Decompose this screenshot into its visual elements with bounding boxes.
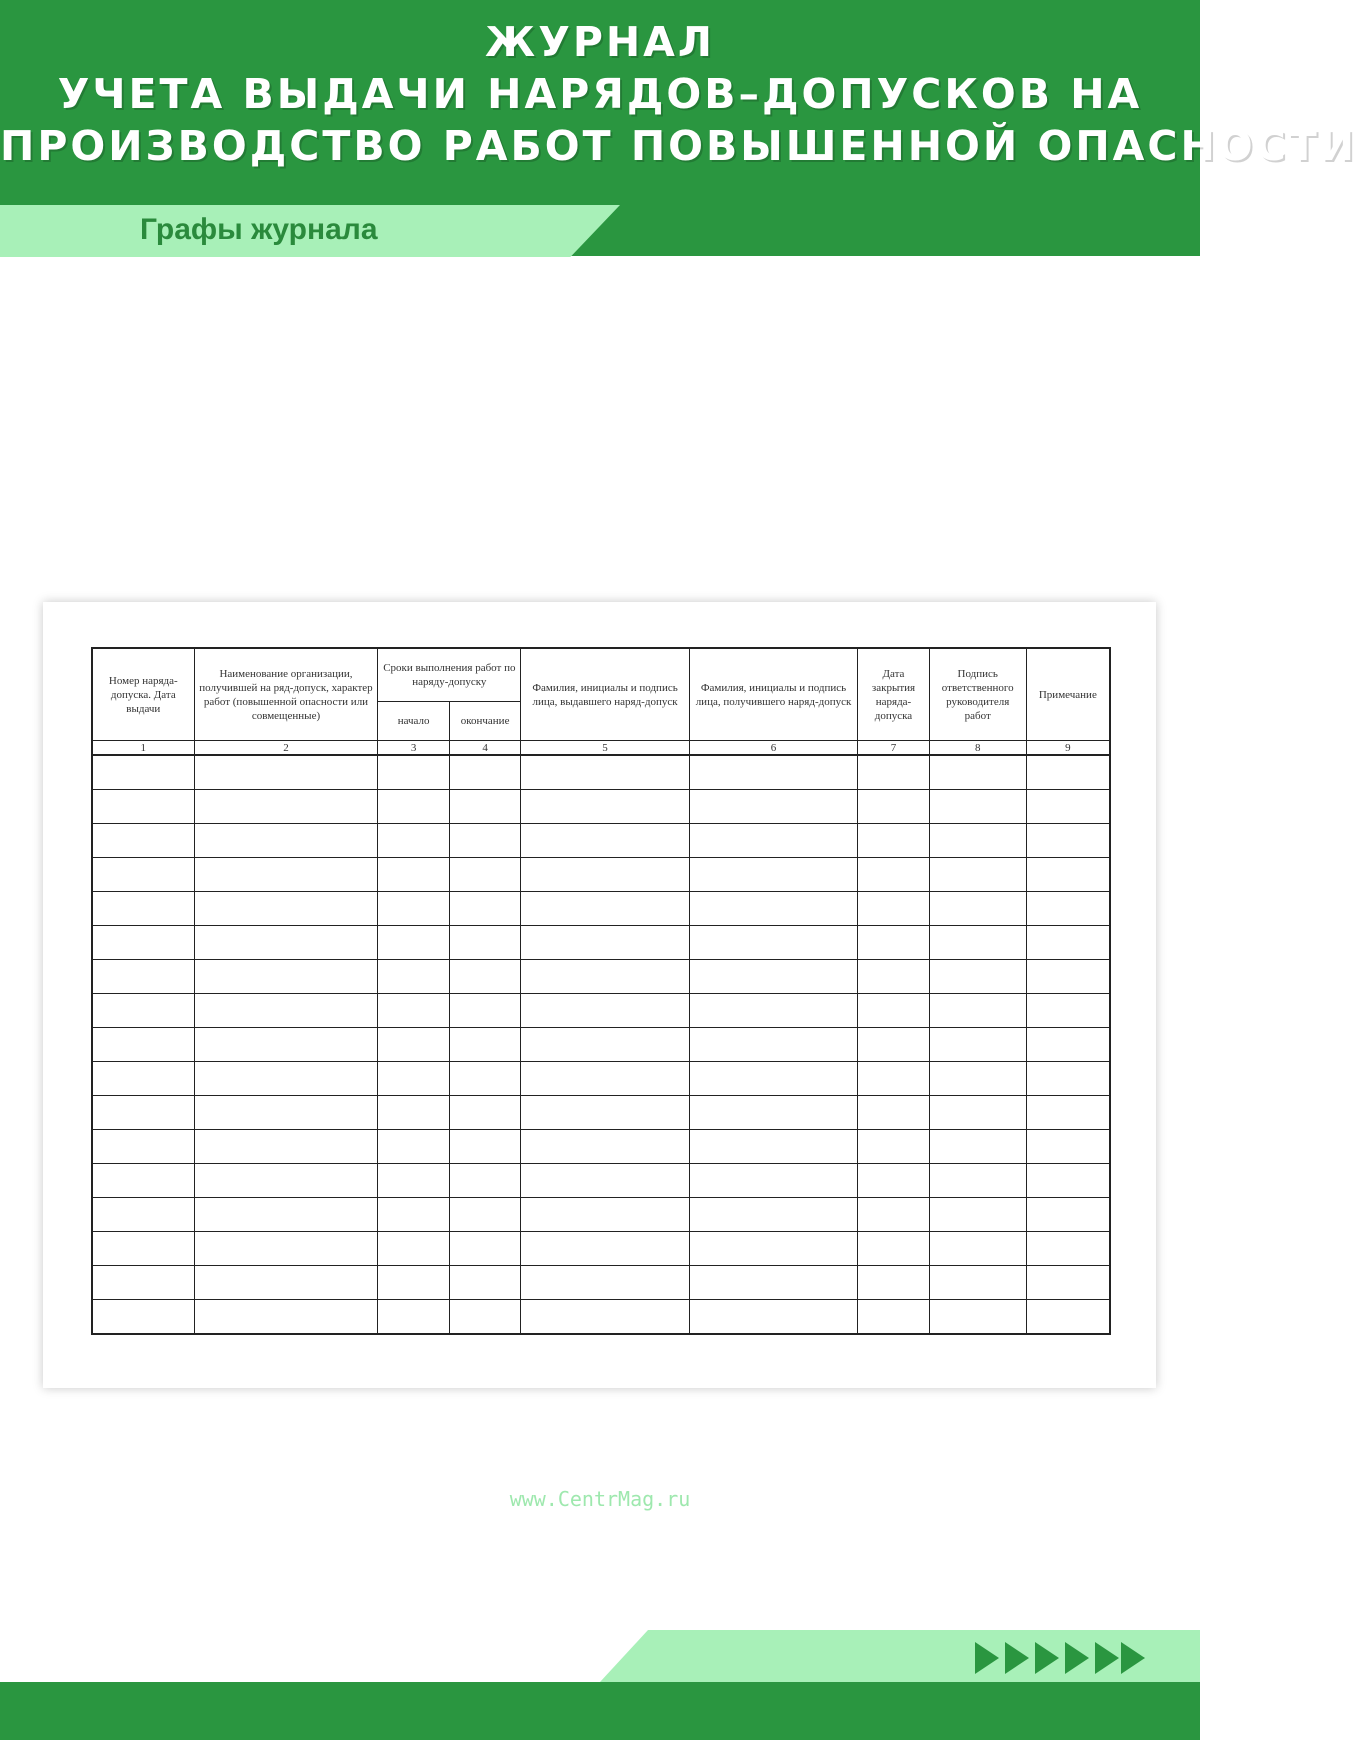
table-cell [92,926,194,960]
table-cell [92,1130,194,1164]
table-cell [92,1096,194,1130]
table-cell [194,1164,378,1198]
table-cell [92,994,194,1028]
table-cell [689,960,857,994]
table-cell [378,858,449,892]
table-cell [929,1300,1026,1335]
journal-table [91,647,1111,1335]
table-cell [689,1232,857,1266]
table-cell [521,790,689,824]
title-line-1: ЖУРНАЛ [485,18,715,66]
table-row [92,755,1110,790]
table-cell [521,755,689,790]
table-cell [858,755,929,790]
table-cell [378,1232,449,1266]
col-header-start: начало [378,702,449,741]
table-cell [929,994,1026,1028]
table-cell [194,858,378,892]
table-cell [929,1130,1026,1164]
table-cell [92,1232,194,1266]
table-cell [689,994,857,1028]
col-number-9: 9 [1026,741,1110,756]
table-cell [1026,1198,1110,1232]
table-cell [1026,892,1110,926]
table-cell [449,858,520,892]
col-header-end: окончание [449,702,520,741]
table-row [92,1130,1110,1164]
table-cell [1026,1130,1110,1164]
table-cell [194,1062,378,1096]
table-cell [689,1300,857,1335]
table-cell [378,1300,449,1335]
table-cell [689,1198,857,1232]
table-cell [521,960,689,994]
table-cell [92,960,194,994]
table-cell [689,926,857,960]
triple-play-arrows-icon [975,1640,1145,1676]
col-header-organization: Наименование организации, получившей на ряд-допуск, характер работ (повышенной опасности или совмещенные) [194,648,378,741]
table-cell [194,1266,378,1300]
table-cell [929,1062,1026,1096]
table-cell [929,1232,1026,1266]
table-cell [194,960,378,994]
table-cell [194,1096,378,1130]
table-cell [689,1164,857,1198]
table-cell [689,755,857,790]
table-cell [194,1300,378,1335]
table-cell [449,824,520,858]
table-cell [1026,1300,1110,1335]
table-cell [378,1096,449,1130]
title-line-3: ПРОИЗВОДСТВО РАБОТ ПОВЫШЕННОЙ ОПАСНОСТИ [0,122,1357,170]
table-cell [449,755,520,790]
table-cell [92,1028,194,1062]
table-cell [1026,755,1110,790]
table-cell [858,1130,929,1164]
table-cell [689,892,857,926]
table-cell [92,790,194,824]
title-line-2: УЧЕТА ВЫДАЧИ НАРЯДОВ–ДОПУСКОВ НА [57,70,1143,118]
table-cell [521,824,689,858]
table-cell [1026,1164,1110,1198]
table-cell [689,790,857,824]
table-cell [449,1232,520,1266]
table-cell [521,1232,689,1266]
col-number-3: 3 [378,741,449,756]
table-cell [378,1198,449,1232]
table-cell [378,1062,449,1096]
table-cell [1026,1062,1110,1096]
col-header-receiver: Фамилия, инициалы и подпись лица, получившего наряд-допуск [689,648,857,741]
table-cell [449,926,520,960]
table-row [92,824,1110,858]
table-cell [689,824,857,858]
col-header-note: Примечание [1026,648,1110,741]
table-cell [858,892,929,926]
table-cell [378,1028,449,1062]
table-cell [929,1028,1026,1062]
table-cell [521,926,689,960]
table-cell [1026,1266,1110,1300]
table-cell [689,1130,857,1164]
table-cell [194,994,378,1028]
table-cell [378,926,449,960]
table-row [92,926,1110,960]
table-cell [521,1130,689,1164]
table-row [92,790,1110,824]
table-row [92,994,1110,1028]
table-cell [689,1062,857,1096]
table-cell [929,960,1026,994]
table-cell [929,790,1026,824]
table-row [92,1164,1110,1198]
table-cell [449,1300,520,1335]
table-cell [92,755,194,790]
table-cell [858,1096,929,1130]
table-cell [521,892,689,926]
col-header-number-date: Номер наряда-допуска. Дата выдачи [92,648,194,741]
table-cell [449,1266,520,1300]
table-cell [689,1028,857,1062]
table-cell [1026,790,1110,824]
table-row [92,1028,1110,1062]
col-header-close-date: Дата закрытия наряда-допуска [858,648,929,741]
table-cell [449,1198,520,1232]
website-url[interactable]: www.CentrMag.ru [509,1487,691,1511]
table-cell [378,790,449,824]
table-cell [1026,994,1110,1028]
table-cell [194,790,378,824]
table-cell [1026,858,1110,892]
table-cell [378,755,449,790]
table-cell [1026,960,1110,994]
table-cell [929,1266,1026,1300]
table-cell [929,824,1026,858]
table-row [92,1198,1110,1232]
col-number-8: 8 [929,741,1026,756]
table-row [92,1300,1110,1335]
table-cell [449,1130,520,1164]
table-cell [449,960,520,994]
table-cell [1026,824,1110,858]
journal-title [0,16,1357,172]
table-cell [194,755,378,790]
table-cell [449,790,520,824]
table-cell [689,1266,857,1300]
journal-body [92,755,1110,1334]
table-cell [858,858,929,892]
table-cell [449,1096,520,1130]
table-row [92,1062,1110,1096]
table-cell [521,1062,689,1096]
table-cell [449,1062,520,1096]
table-cell [1026,926,1110,960]
table-cell [929,926,1026,960]
table-cell [92,824,194,858]
col-header-supervisor-signature: Подпись ответственного руководителя работ [929,648,1026,741]
table-cell [194,1130,378,1164]
table-cell [858,1028,929,1062]
table-cell [858,926,929,960]
table-cell [521,1164,689,1198]
table-cell [521,1198,689,1232]
table-cell [1026,1096,1110,1130]
table-cell [521,1096,689,1130]
table-cell [929,755,1026,790]
footer-bar [0,1682,1200,1740]
table-cell [378,1164,449,1198]
table-cell [92,1062,194,1096]
table-cell [858,960,929,994]
table-cell [858,1198,929,1232]
table-cell [858,1062,929,1096]
col-number-2: 2 [194,741,378,756]
table-cell [92,858,194,892]
table-cell [858,1266,929,1300]
table-cell [858,1300,929,1335]
section-subtitle: Графы журнала [140,213,378,246]
table-cell [378,994,449,1028]
table-cell [194,1028,378,1062]
table-cell [858,824,929,858]
table-cell [521,1028,689,1062]
table-row [92,1096,1110,1130]
table-cell [1026,1028,1110,1062]
table-cell [194,892,378,926]
table-cell [521,1266,689,1300]
table-row [92,858,1110,892]
table-cell [449,892,520,926]
table-cell [194,1198,378,1232]
table-cell [858,994,929,1028]
table-cell [92,1164,194,1198]
table-cell [521,858,689,892]
table-cell [521,994,689,1028]
table-cell [929,1164,1026,1198]
col-number-5: 5 [521,741,689,756]
table-cell [378,892,449,926]
col-number-7: 7 [858,741,929,756]
table-cell [858,1164,929,1198]
table-row [92,892,1110,926]
table-cell [689,858,857,892]
table-cell [378,824,449,858]
table-cell [929,892,1026,926]
table-row [92,1266,1110,1300]
table-cell [378,1266,449,1300]
table-row [92,960,1110,994]
table-cell [194,824,378,858]
table-cell [92,1198,194,1232]
table-cell [929,1096,1026,1130]
table-cell [449,994,520,1028]
table-cell [92,1300,194,1335]
col-number-4: 4 [449,741,520,756]
table-cell [689,1096,857,1130]
table-cell [929,1198,1026,1232]
table-cell [858,790,929,824]
col-header-work-period: Сроки выполнения работ по наряду-допуску [378,648,521,702]
table-cell [92,1266,194,1300]
table-cell [521,1300,689,1335]
col-number-6: 6 [689,741,857,756]
table-cell [1026,1232,1110,1266]
table-cell [194,1232,378,1266]
table-cell [378,1130,449,1164]
table-cell [858,1232,929,1266]
table-cell [92,892,194,926]
table-cell [378,960,449,994]
table-cell [194,926,378,960]
table-cell [929,858,1026,892]
table-row [92,1232,1110,1266]
table-cell [449,1028,520,1062]
journal-sheet [43,602,1156,1388]
col-header-issuer: Фамилия, инициалы и подпись лица, выдавшего наряд-допуск [521,648,689,741]
col-number-1: 1 [92,741,194,756]
table-cell [449,1164,520,1198]
